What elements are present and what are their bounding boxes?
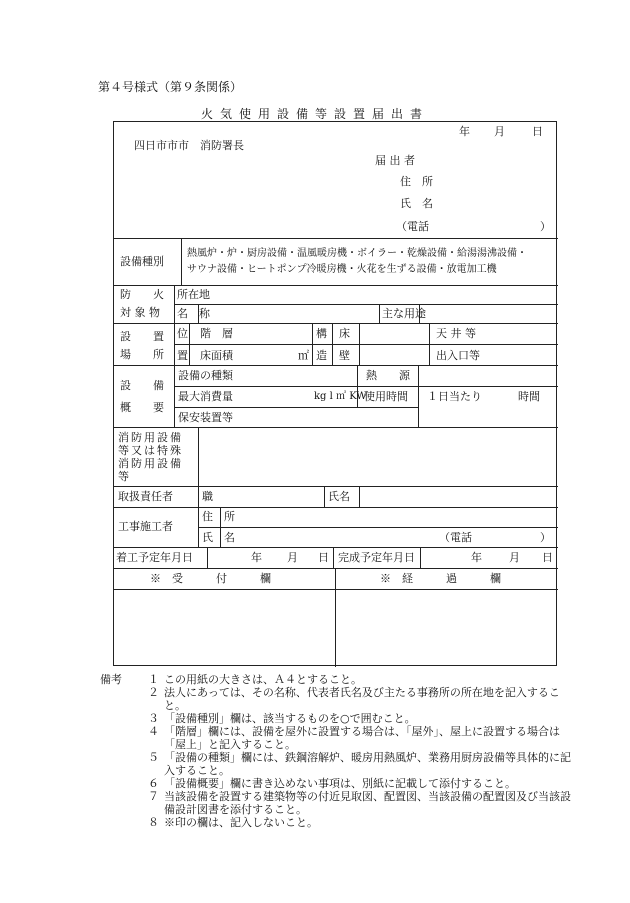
contractor-phone-open: （電話 (439, 531, 472, 544)
location-label: 所在地 (177, 288, 210, 301)
equipment-summary-label-2: 概 要 (120, 401, 164, 414)
fire-equipment-label-4: 等 (118, 470, 129, 483)
wall-label: 壁 (339, 349, 350, 362)
install-place-label-1: 設 置 (120, 330, 164, 343)
note-text: 「設備種別」欄は、該当するものを○で囲むこと。 (164, 712, 416, 725)
note-number: ４ (148, 725, 159, 738)
note-number: ２ (148, 686, 159, 699)
structure-label-2: 造 (316, 349, 327, 362)
ceiling-label: 天 井 等 (436, 327, 476, 340)
note-text: 法人にあっては、その名称、代表者氏名及び主たる事務所の所在地を記入すること。 (164, 686, 560, 712)
usage-time-label: 使用時間 (364, 390, 408, 403)
equipment-type-label: 設備種別 (120, 255, 164, 268)
note-number: １ (148, 673, 159, 686)
equipment-summary-label-1: 設 備 (120, 379, 164, 392)
per-day-label: １日当たり (427, 390, 482, 403)
note-item (100, 686, 580, 712)
date-year: 年 (459, 125, 470, 138)
fire-target-label-1: 防 火 (120, 288, 164, 301)
note-item (100, 712, 580, 725)
completion-year: 年 (471, 551, 482, 564)
consumption-units: kg l ㎥ KW (314, 391, 367, 402)
date-month: 月 (494, 125, 505, 138)
note-item (100, 777, 580, 790)
contractor-address-label: 住 所 (202, 510, 235, 523)
form-title: 火気使用設備等設置届出書 (200, 107, 429, 121)
reception-column-header: ※ 受 付 欄 (150, 572, 271, 585)
contractor-phone-close: ） (540, 531, 551, 544)
note-number: ３ (148, 712, 159, 725)
note-number: ７ (148, 790, 159, 803)
name-label: 名 称 (177, 307, 210, 320)
date-day: 日 (532, 125, 543, 138)
note-text: 「階層」欄には、設備を屋外に設置する場合は、「屋外」、屋上に設置する場合は「屋上」と記入すること。 (164, 725, 560, 751)
form-number: 第４号様式（第９条関係） (98, 80, 243, 94)
notes-section (100, 673, 580, 829)
entrance-label: 出入口等 (436, 349, 480, 362)
position-label-1: 位 (177, 327, 188, 340)
note-number: ５ (148, 751, 159, 764)
max-consumption-label: 最大消費量 (178, 390, 233, 403)
main-use-label: 主な用途 (382, 307, 426, 320)
note-number: ８ (148, 816, 159, 829)
note-item (100, 751, 580, 777)
note-text: この用紙の大きさは、Ａ４とすること。 (164, 673, 362, 686)
completion-month: 月 (509, 551, 520, 564)
notifier-phone-open: （電話 (396, 220, 429, 233)
notifier-phone-close: ） (540, 220, 551, 233)
note-item (100, 790, 580, 816)
progress-column-header: ※ 経 過 欄 (380, 572, 501, 585)
start-date-label: 着工予定年月日 (116, 551, 193, 564)
position-label-2: 置 (177, 349, 188, 362)
heat-source-label: 熱 源 (366, 369, 410, 382)
contractor-name-label: 氏 名 (202, 531, 235, 544)
start-month: 月 (287, 551, 298, 564)
fire-target-label-2: 対 象 物 (120, 306, 160, 319)
equipment-type-options-line2: サウナ設備・ヒートポンプ冷暖房機・火花を生ずる設備・放電加工機 (187, 264, 497, 275)
hours-label: 時間 (518, 390, 540, 403)
manager-name-label: 氏名 (328, 490, 350, 503)
floor-level-label: 階 層 (200, 327, 233, 340)
completion-day: 日 (542, 551, 553, 564)
floor-material-label: 床 (339, 327, 350, 340)
notification-form-table (113, 121, 557, 666)
structure-label-1: 構 (316, 327, 327, 340)
fire-equipment-label-1: 消防用設備 (118, 431, 183, 444)
floor-area-label: 床面積 (200, 349, 233, 362)
equipment-kind-label: 設備の種類 (178, 369, 233, 382)
note-number: ６ (148, 777, 159, 790)
fire-equipment-label-2: 等又は特殊 (118, 444, 183, 457)
manager-position-label: 職 (202, 490, 213, 503)
completion-date-label: 完成予定年月日 (338, 551, 415, 564)
notes-label: 備考 (100, 673, 122, 686)
manager-label: 取扱責任者 (118, 490, 173, 503)
fire-equipment-label-3: 消防用設備 (118, 457, 183, 470)
install-place-label-2: 場 所 (120, 348, 164, 361)
note-text: 当該設備を設置する建築物等の付近見取図、配置図、当該設備の配置図及び当該設備設計図書を添付すること。 (164, 790, 571, 816)
start-day: 日 (318, 551, 329, 564)
note-text: 「設備概要」欄に書き込めない事項は、別紙に記載して添付すること。 (164, 777, 516, 790)
start-year: 年 (251, 551, 262, 564)
safety-device-label: 保安装置等 (178, 411, 233, 424)
note-text: 「設備の種類」欄には、鉄鋼溶解炉、暖房用熱風炉、業務用厨房設備等具体的に記入すること。 (164, 751, 571, 777)
note-text: ※印の欄は、記入しないこと。 (164, 816, 318, 829)
note-item (100, 816, 580, 829)
notifier-label: 届 出 者 (375, 154, 415, 167)
notifier-address-label: 住 所 (400, 175, 433, 188)
equipment-type-options-line1: 熱風炉・炉・厨房設備・温風暖房機・ボイラー・乾燥設備・給湯湯沸設備・ (187, 248, 527, 259)
floor-area-unit: ㎡ (298, 349, 309, 362)
note-item (100, 673, 580, 686)
contractor-label: 工事施工者 (118, 520, 173, 533)
note-item (100, 725, 580, 751)
addressee: 四日市市市 消防署長 (134, 139, 244, 152)
notifier-name-label: 氏 名 (400, 197, 433, 210)
